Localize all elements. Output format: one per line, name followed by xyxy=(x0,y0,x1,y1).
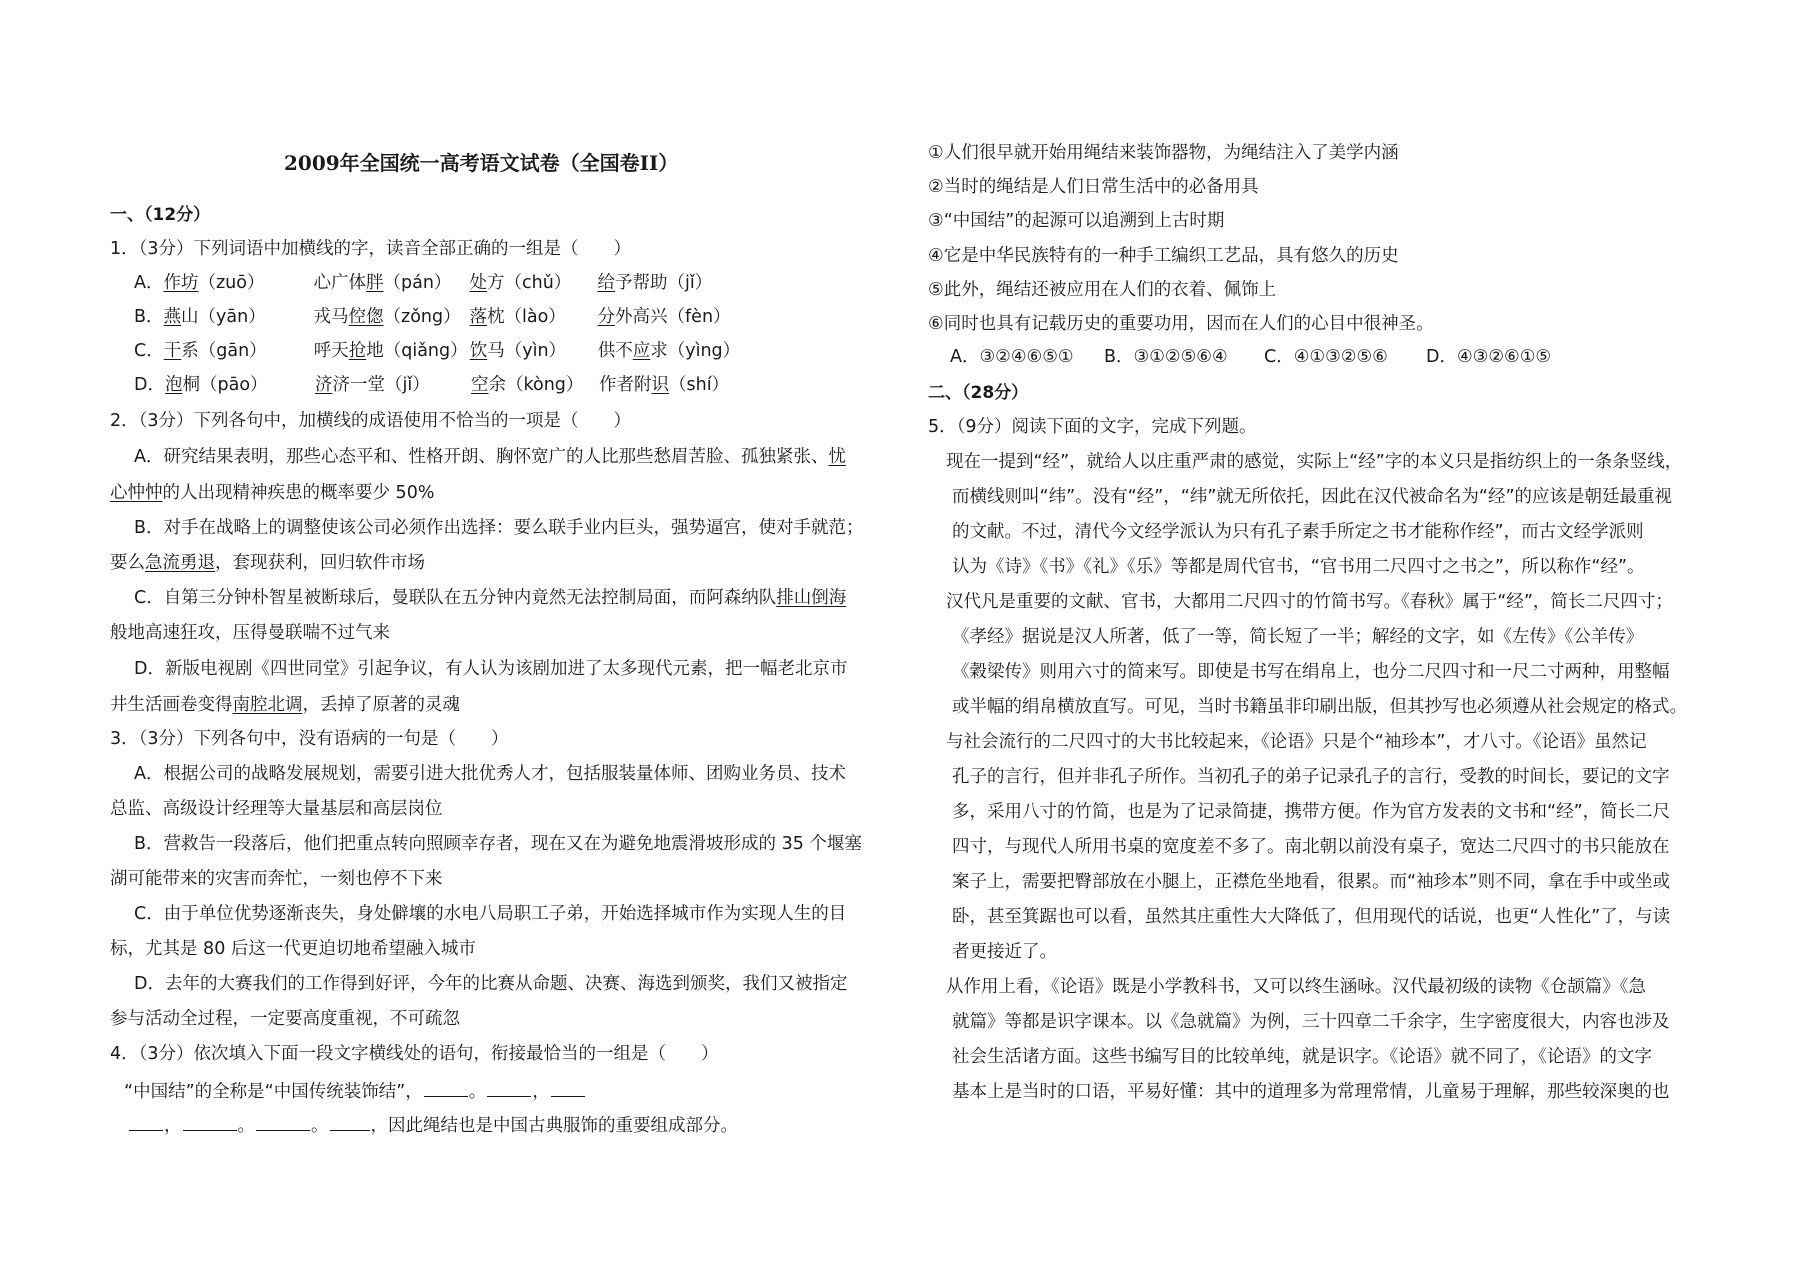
q4-passage-line2: ， 。 。 ，因此绳结也是中国古典服饰的重要组成部分。 xyxy=(128,1114,738,1137)
q2-option-d-line2: 井生活画卷变得南腔北调，丢掉了原著的灵魂 xyxy=(110,695,460,715)
passage-line: 孔子的言行，但并非孔子所作。当初孔子的弟子记录孔子的言行，受教的时间长，要记的文字 xyxy=(952,767,1670,787)
q5-stem: 5．（9分）阅读下面的文字，完成下列题。 xyxy=(928,417,1257,437)
q3-option-d-line1: D．去年的大赛我们的工作得到好评，今年的比赛从命题、决赛、海选到颁奖，我们又被指定 xyxy=(134,974,848,994)
q2-option-c-line1: C．自第三分钟朴智星被断球后，曼联队在五分钟内竟然无法控制局面，而阿森纳队排山倒海 xyxy=(134,588,847,608)
q3-option-b-line1: B．营救告一段落后，他们把重点转向照顾幸存者，现在又在为避免地震滑坡形成的 35 个堰塞 xyxy=(134,834,862,854)
q2-option-d-line1: D．新版电视剧《四世同堂》引起争议，有人认为该剧加进了太多现代元素，把一幅老北京市 xyxy=(134,659,848,679)
passage-line: 案子上，需要把臀部放在小腿上，正襟危坐地看，很累。而“袖珍本”则不同，拿在手中或坐或 xyxy=(952,872,1671,892)
q3-stem: 3．（3分）下列各句中，没有语病的一句是（ ） xyxy=(110,729,509,749)
q1-stem: 1．（3分）下列词语中加横线的字，读音全部正确的一组是（ ） xyxy=(110,239,632,259)
q3-option-b-line2: 湖可能带来的灾害而奔忙，一刻也停不下来 xyxy=(110,869,443,889)
q4-options: A．③②④⑥⑤① B．③①②⑤⑥④ C．④①③②⑤⑥ D．④③②⑥①⑤ xyxy=(950,347,1552,367)
q3-option-a-line1: A．根据公司的战略发展规划，需要引进大批优秀人才，包括服装量体师、团购业务员、技术 xyxy=(134,764,846,784)
passage-line: 四寸，与现代人所用书桌的宽度差不多了。南北朝以前没有桌子，宽达二尺四寸的书只能放在 xyxy=(952,837,1670,857)
q2-option-c-line2: 般地高速狂攻，压得曼联喘不过气来 xyxy=(110,623,390,643)
answer-blank[interactable] xyxy=(129,1114,163,1131)
q2-stem: 2．（3分）下列各句中，加横线的成语使用不恰当的一项是（ ） xyxy=(110,411,632,431)
passage-line: 认为《诗》《书》《礼》《乐》等都是周代官书，“官书用二尺四寸之书之”，所以称作“经”。 xyxy=(952,557,1645,577)
section-1-header: 一、（12分） xyxy=(110,205,211,225)
passage-line: 基本上是当时的口语，平易好懂：其中的道理多为常理常情，儿童易于理解，那些较深奥的也 xyxy=(952,1082,1670,1102)
passage-line: 而横线则叫“纬”。没有“经”，“纬”就无所依托，因此在汉代被命名为“经”的应该是朝廷最重视 xyxy=(952,487,1673,507)
q3-option-c-line2: 标，尤其是 80 后这一代更迫切地希望融入城市 xyxy=(110,939,476,959)
passage-line: 的文献。不过，清代今文经学派认为只有孔子素手所定之书才能称作经”，而古文经学派则 xyxy=(952,522,1644,542)
passage-line: 汉代凡是重要的文献、官书，大都用二尺四寸的竹简书写。《春秋》属于“经”，简长二尺四寸； xyxy=(946,592,1673,612)
q2-option-b-line1: B．对手在战略上的调整使该公司必须作出选择：要么联手业内巨头，强势逼宫，使对手就范； xyxy=(134,518,864,538)
answer-blank[interactable] xyxy=(487,1080,531,1097)
section-2-header: 二、（28分） xyxy=(928,383,1029,403)
answer-blank[interactable] xyxy=(330,1114,370,1131)
q4-sentence-1: ①人们很早就开始用绳结来装饰器物，为绳结注入了美学内涵 xyxy=(928,143,1399,163)
q2-option-b-line2: 要么急流勇退，套现获利，回归软件市场 xyxy=(110,553,425,573)
passage-line: 现在一提到“经”，就给人以庄重严肃的感觉，实际上“经”字的本义只是指纺织上的一条条竖线， xyxy=(946,452,1683,472)
q4-sentence-6: ⑥同时也具有记载历史的重要功用，因而在人们的心目中很神圣。 xyxy=(928,314,1434,334)
answer-blank[interactable] xyxy=(424,1080,468,1097)
q4-sentence-4: ④它是中华民族特有的一种手工编织工艺品，具有悠久的历史 xyxy=(928,246,1399,266)
q2-option-a-line1: A．研究结果表明，那些心态平和、性格开朗、胸怀宽广的人比那些愁眉苦脸、孤独紧张、忧 xyxy=(134,447,846,467)
answer-blank[interactable] xyxy=(551,1080,585,1097)
q1-option-d: D．泡桐（pāo） 济济一堂（jǐ） 空余（kòng） 作者附识（shí） xyxy=(134,375,730,395)
passage-line: 卧，甚至箕踞也可以看，虽然其庄重性大大降低了，但用现代的话说，也更“人性化”了，与读 xyxy=(952,907,1671,927)
passage-line: 多，采用八寸的竹简，也是为了记录简捷，携带方便。作为官方发表的文书和“经”，简长二尺 xyxy=(952,802,1671,822)
passage-line: 《孝经》据说是汉人所著，低了一等，简长短了一半；解经的文字，如《左传》《公羊传》 xyxy=(952,627,1644,647)
passage-line: 者更接近了。 xyxy=(952,942,1057,962)
passage-line: 社会生活诸方面。这些书编写目的比较单纯，就是识字。《论语》就不同了，《论语》的文字 xyxy=(952,1047,1652,1067)
passage-line: 或半幅的绢帛横放直写。可见，当时书籍虽非印刷出版，但其抄写也必须遵从社会规定的格式。 xyxy=(952,697,1687,717)
answer-blank[interactable] xyxy=(183,1114,237,1131)
q4-passage-line1: “中国结”的全称是“中国传统装饰结”， 。 ， xyxy=(124,1080,586,1103)
q4-stem: 4．（3分）依次填入下面一段文字横线处的语句，衔接最恰当的一组是（ ） xyxy=(110,1044,719,1064)
passage-line: 《穀梁传》则用六寸的简来写。即使是书写在绢帛上，也分二尺四寸和一尺二寸两种，用整幅 xyxy=(952,662,1670,682)
passage-line: 就篇》等都是识字课本。以《急就篇》为例，三十四章二千余字，生字密度很大，内容也涉及 xyxy=(952,1012,1670,1032)
q1-option-b: B．燕山（yān） 戎马倥偬（zǒng） 落枕（lào） 分外高兴（fèn） xyxy=(134,307,731,327)
q4-sentence-2: ②当时的绳结是人们日常生活中的必备用具 xyxy=(928,177,1259,197)
q3-option-c-line1: C．由于单位优势逐渐丧失，身处僻壤的水电八局职工子弟，开始选择城市作为实现人生的目 xyxy=(134,904,847,924)
q4-sentence-3: ③“中国结”的起源可以追溯到上古时期 xyxy=(928,211,1225,231)
q2-option-a-line2: 心忡忡的人出现精神疾患的概率要少 50% xyxy=(110,483,435,503)
answer-blank[interactable] xyxy=(256,1114,310,1131)
q3-option-a-line2: 总监、高级设计经理等大量基层和高层岗位 xyxy=(110,799,443,819)
q3-option-d-line2: 参与活动全过程，一定要高度重视，不可疏忽 xyxy=(110,1009,460,1029)
q4-sentence-5: ⑤此外，绳结还被应用在人们的衣着、佩饰上 xyxy=(928,280,1277,300)
q1-option-a: A．作坊（zuō） 心广体胖（pán） 处方（chǔ） 给予帮助（jǐ） xyxy=(134,273,713,293)
passage-line: 从作用上看，《论语》既是小学教科书，又可以终生涵咏。汉代最初级的读物《仓颉篇》《急 xyxy=(946,977,1646,997)
q1-option-c: C．干系（gān） 呼天抢地（qiǎng） 饮马（yìn） 供不应求（yìng） xyxy=(134,341,741,361)
passage-line: 与社会流行的二尺四寸的大书比较起来，《论语》只是个“袖珍本”，才八寸。《论语》虽然记 xyxy=(946,732,1647,752)
page-title: 2009年全国统一高考语文试卷（全国卷II） xyxy=(284,151,679,175)
